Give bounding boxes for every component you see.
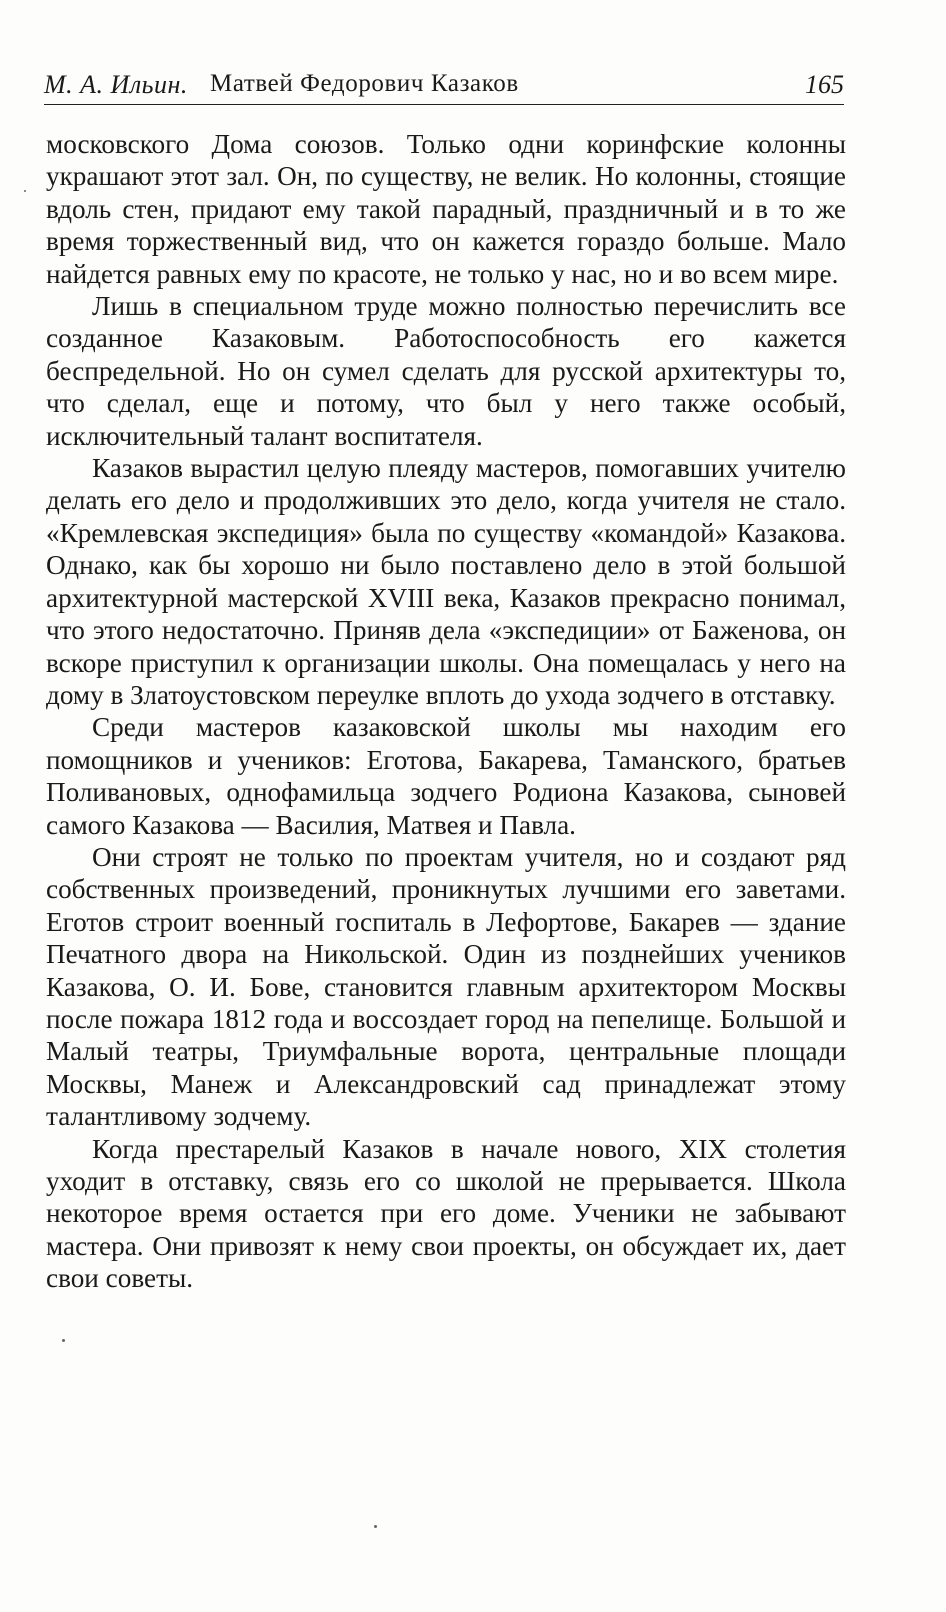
print-speck — [62, 1339, 65, 1342]
header-author: М. А. Ильин. — [44, 70, 188, 99]
paragraph-5: Они строят не только по проектам учителя, но и создают ряд собственных произведений, проникнутых лучшими его заветами. Еготов строит военный госпиталь в Лефортове, Бакарев — здание Печатного двора на Никольской. Один из позднейших учеников Казакова, О. И. Бове, становится главным архитектором Москвы после пожара 1812 года и воссоздает город на пепелище. Большой и Малый театры, Триумфальные ворота, центральные площади Москвы, Манеж и Александровский сад принадлежат этому талантливому зодчему. — [46, 841, 846, 1132]
paragraph-2: Лишь в специальном труде можно полностью перечислить все созданное Казаковым. Работоспособность его кажется беспредельной. Но он сумел сделать для русской архитектуры то, что сделал, еще и потому, что был у него также особый, исключительный талант воспитателя. — [46, 291, 846, 451]
running-header — [44, 70, 844, 105]
paragraph-1: московского Дома союзов. Только одни коринфские колонны украшают этот зал. Он, по существу, не велик. Но колонны, стоящие вдоль стен, придают ему такой парадный, праздничный и в то же время торжественный вид, что он кажется гораздо больше. Мало найдется равных ему по красоте, не только у нас, но и во всем мире. — [46, 129, 846, 289]
paragraph-4: Среди мастеров казаковской школы мы находим его помощников и учеников: Еготова, Бакарева, Таманского, братьев Поливановых, однофамильца зодчего Родиона Казакова, сыновей самого Казакова — Василия, Матвея и Павла. — [46, 712, 846, 840]
print-speck — [24, 190, 26, 192]
page-number: 165 — [805, 70, 844, 99]
body-text — [46, 128, 846, 1295]
print-speck — [374, 1525, 377, 1528]
paragraph-6: Когда престарелый Казаков в начале нового, XIX столетия уходит в отставку, связь его со школой не прерывается. Школа некоторое время остается при его доме. Ученики не забывают мастера. Они привозят к нему свои проекты, он обсуждает их, дает свои советы. — [46, 1133, 846, 1294]
paragraph-3: Казаков вырастил целую плеяду мастеров, помогавших учителю делать его дело и продолживших это дело, когда учителя не стало. «Кремлевская экспедиция» была по существу «командой» Казакова. Однако, как бы хорошо ни было поставлено дело в этой большой архитектурной мастерской XVIII века, Казаков прекрасно понимал, что этого недостаточно. Приняв дела «экспедиции» от Баженова, он вскоре приступил к организации школы. Она помещалась у него на дому в Златоустовском переулке вплоть до ухода зодчего в отставку. — [46, 453, 846, 710]
header-title: Матвей Федорович Казаков — [210, 70, 519, 97]
